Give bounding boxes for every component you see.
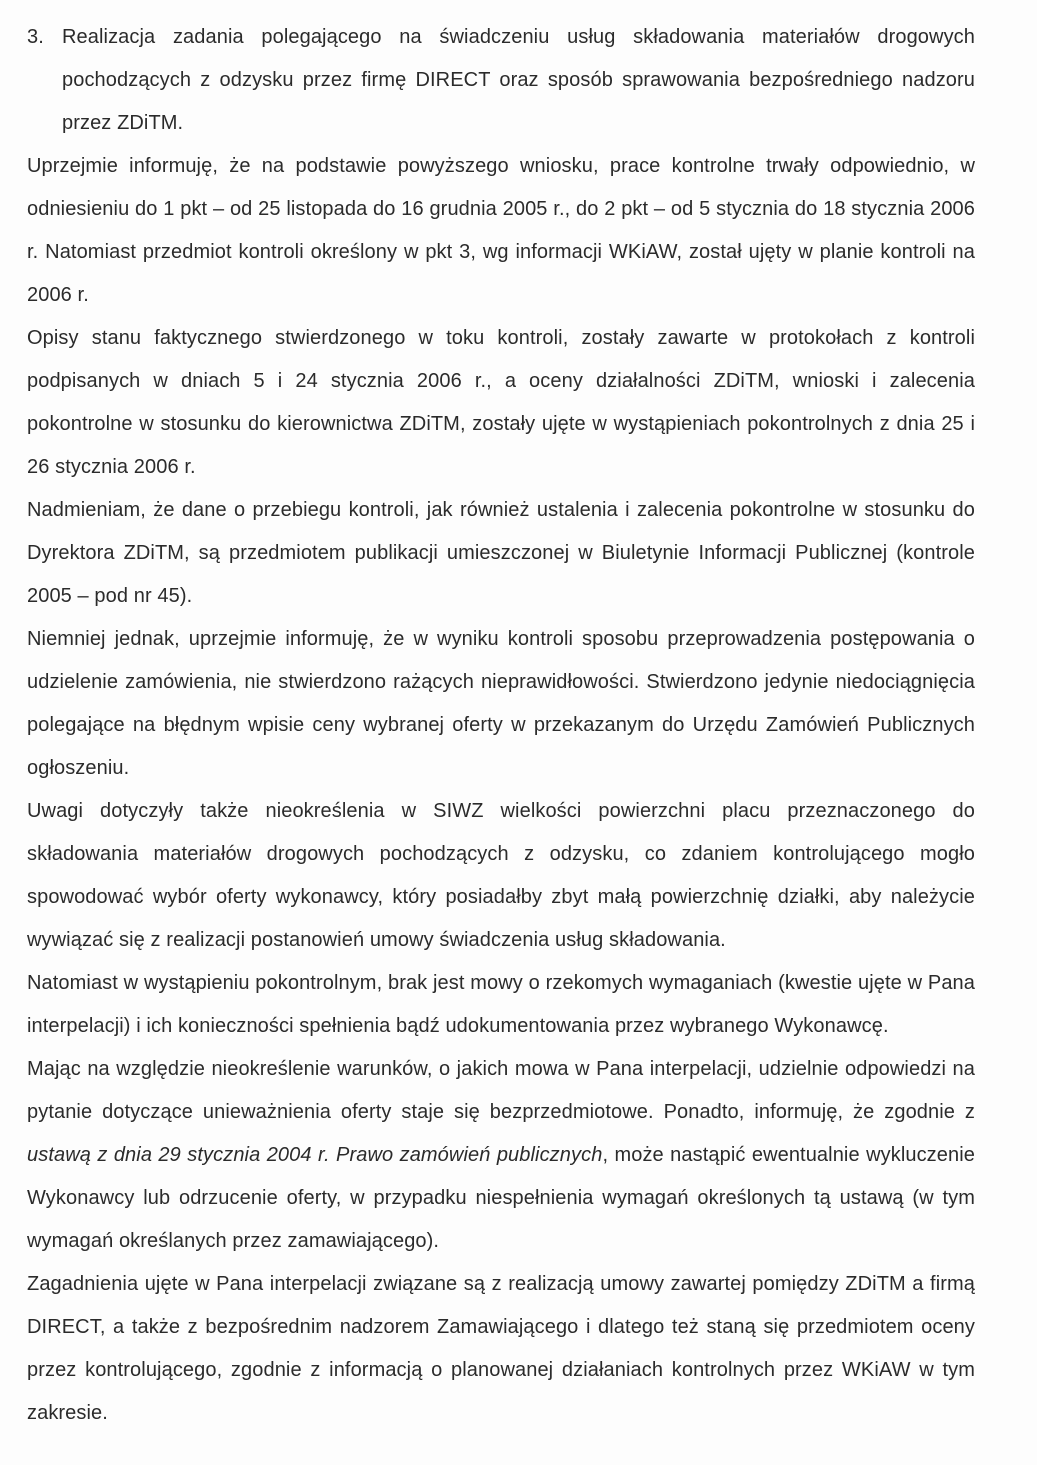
paragraph-publication: Nadmieniam, że dane o przebiegu kontroli, jak również ustalenia i zalecenia pokontrolne w stosunku do Dyrektora ZDiTM, są przedmiotem publikacji umieszczonej w Biuletynie Informacji Publicznej (kontrole 2005 – pod nr 45). [27, 499, 975, 607]
paragraph-requirements: Natomiast w wystąpieniu pokontrolnym, brak jest mowy o rzekomych wymaganiach (kwestie ujęte w Pana interpelacji) i ich konieczności spełnienia bądź udokumentowania przez wybranego Wykonawcę. [27, 972, 975, 1037]
list-item-text: Realizacja zadania polegającego na świadczeniu usług składowania materiałów drogowych pochodzących z odzysku przez firmę DIRECT oraz sposób sprawowania bezpośredniego nadzoru przez ZDiTM. [62, 26, 975, 134]
list-item-number: 3. [27, 26, 44, 48]
paragraph-conclusion: Zagadnienia ujęte w Pana interpelacji związane są z realizacją umowy zawartej pomiędzy ZDiTM a firmą DIRECT, a także z bezpośrednim nadzorem Zamawiającego i dlatego też staną się przedmiotem oceny przez kontrolującego, zgodnie z informacją o planowanej działaniach kontrolnych przez WKiAW w tym zakresie. [27, 1273, 975, 1424]
paragraph-legal-basis [27, 1048, 975, 1263]
paragraph-findings: Niemniej jednak, uprzejmie informuję, że w wyniku kontroli sposobu przeprowadzenia postępowania o udzielenie zamówienia, nie stwierdzono rażących nieprawidłowości. Stwierdzono jedynie niedociągnięcia polegające na błędnym wpisie ceny wybranej oferty w przekazanym do Urzędu Zamówień Publicznych ogłoszeniu. [27, 628, 975, 779]
document-body [27, 16, 975, 1435]
paragraph-control-dates: Uprzejmie informuję, że na podstawie powyższego wniosku, prace kontrolne trwały odpowiednio, w odniesieniu do 1 pkt – od 25 listopada do 16 grudnia 2005 r., do 2 pkt – od 5 stycznia do 18 stycznia 2006 r. Natomiast przedmiot kontroli określony w pkt 3, wg informacji WKiAW, został ujęty w planie kontroli na 2006 r. [27, 155, 975, 306]
paragraph-remarks: Uwagi dotyczyły także nieokreślenia w SIWZ wielkości powierzchni placu przeznaczonego do składowania materiałów drogowych pochodzących z odzysku, co zdaniem kontrolującego mogło spowodować wybór oferty wykonawcy, który posiadałby zbyt małą powierzchnię działki, aby należycie wywiązać się z realizacji postanowień umowy świadczenia usług składowania. [27, 800, 975, 951]
paragraph-legal-basis-start: Mając na względzie nieokreślenie warunków, o jakich mowa w Pana interpelacji, udzielnie odpowiedzi na pytanie dotyczące unieważnienia oferty staje się bezprzedmiotowe. Ponadto, informuję, że zgodnie z [27, 1058, 975, 1123]
law-citation: ustawą z dnia 29 stycznia 2004 r. Prawo zamówień publicznych [27, 1144, 603, 1166]
paragraph-protocols: Opisy stanu faktycznego stwierdzonego w toku kontroli, zostały zawarte w protokołach z kontroli podpisanych w dniach 5 i 24 stycznia 2006 r., a oceny działalności ZDiTM, wnioski i zalecenia pokontrolne w stosunku do kierownictwa ZDiTM, zostały ujęte w wystąpieniach pokontrolnych z dnia 25 i 26 stycznia 2006 r. [27, 327, 975, 478]
paragraph-legal-basis-end: , może nastąpić ewentualnie wykluczenie Wykonawcy lub odrzucenie oferty, w przypadku niespełnienia wymagań określonych tą ustawą (w tym wymagań określanych przez zamawiającego). [27, 1144, 975, 1252]
list-item-3 [27, 16, 975, 145]
